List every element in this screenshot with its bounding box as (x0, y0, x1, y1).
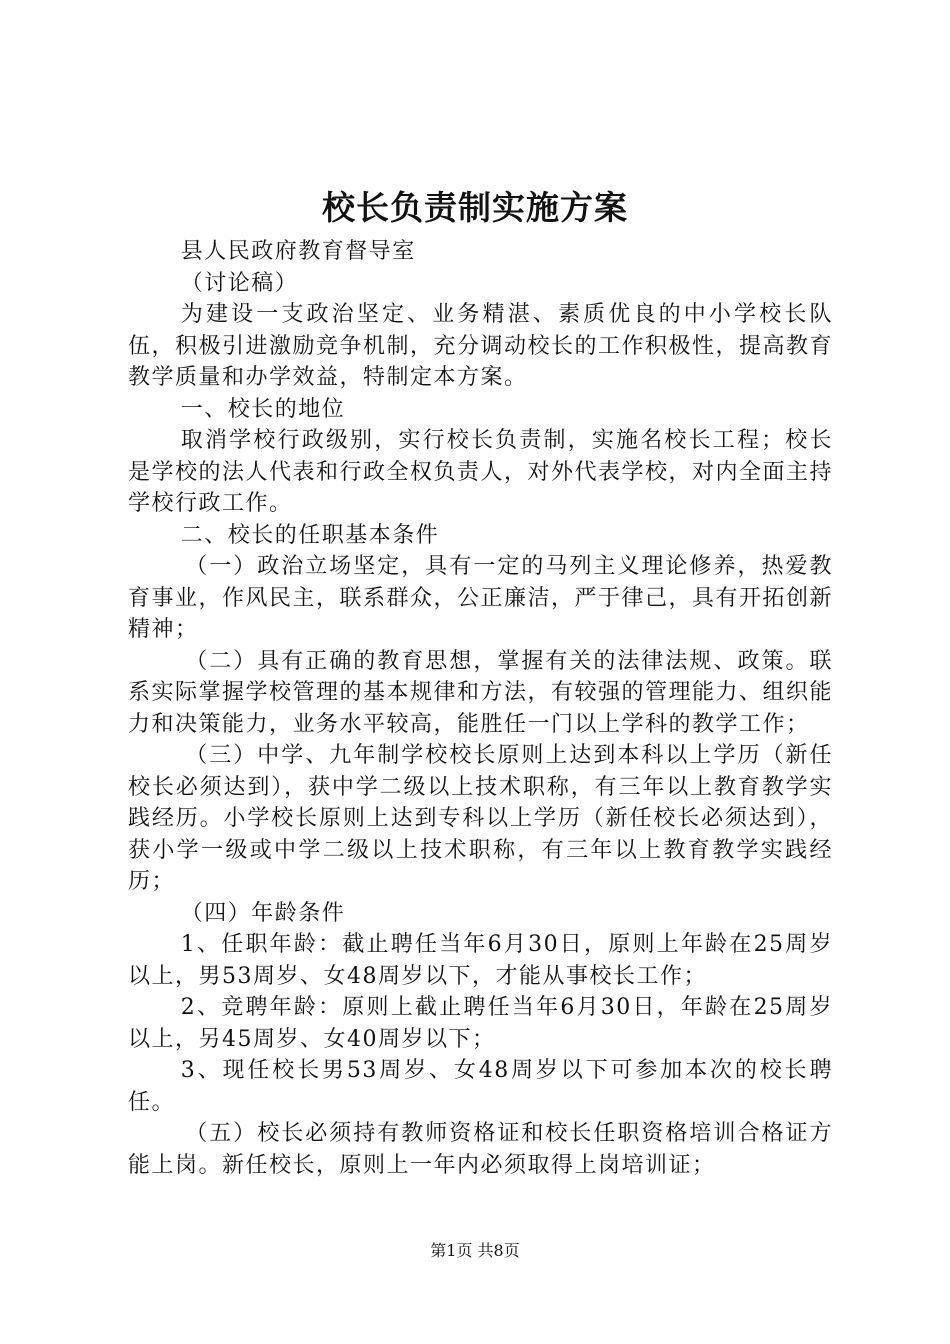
section-heading-2: 二、校长的任职基本条件 (180, 522, 440, 548)
age-item-3: 3、现任校长男53周岁、女48周岁以下可参加本次的校长聘任。 (128, 1058, 833, 1115)
condition-2-paragraph: （二）具有正确的教育思想，掌握有关的法律法规、政策。联系实际掌握学校管理的基本规律和方法，有较强的管理能力、组织能力和决策能力，业务水平较高，能胜任一门以上学科的教学工作； (128, 648, 834, 737)
condition-4-heading: （四）年龄条件 (180, 900, 346, 926)
age-item-2: 2、竞聘年龄：原则上截止聘任当年6月30日，年龄在25周岁以上，另45周岁、女40周岁以下； (128, 995, 833, 1052)
intro-paragraph: 为建设一支政治坚定、业务精湛、素质优良的中小学校长队伍，积极引进激励竞争机制，充分调动校长的工作积极性，提高教育教学质量和办学效益，特制定本方案。 (128, 302, 834, 390)
document-title: 校长负责制实施方案 (322, 188, 628, 227)
condition-5-paragraph: （五）校长必须持有教师资格证和校长任职资格培训合格证方能上岗。新任校长，原则上一年内必须取得上岗培训证； (128, 1121, 833, 1178)
condition-3-paragraph: （三）中学、九年制学校校长原则上达到本科以上学历（新任校长必须达到），获中学二级以上技术职称，有三年以上教育教学实践经历。小学校长原则上达到专科以上学历（新任校长必须达到），获小学一级或中学二级以上技术职称，有三年以上教育教学实践经历； (128, 743, 833, 894)
section-1-paragraph: 取消学校行政级别，实行校长负责制，实施名校长工程；校长是学校的法人代表和行政全权负责人，对外代表学校，对内全面主持学校行政工作。 (128, 428, 834, 516)
page-number-footer: 第1页 共8页 (430, 1241, 520, 1260)
section-heading-1: 一、校长的地位 (180, 396, 346, 422)
condition-1-paragraph: （一）政治立场坚定，具有一定的马列主义理论修养，热爱教育事业，作风民主，联系群众，公正廉洁，严于律己，具有开拓创新精神； (128, 554, 834, 642)
document-body (128, 236, 833, 1181)
draft-note: （讨论稿） (180, 270, 299, 296)
issuer-line: 县人民政府教育督导室 (180, 239, 416, 264)
age-item-1: 1、任职年龄：截止聘任当年6月30日，原则上年龄在25周岁以上，男53周岁、女48周岁以下，才能从事校长工作； (128, 932, 833, 989)
